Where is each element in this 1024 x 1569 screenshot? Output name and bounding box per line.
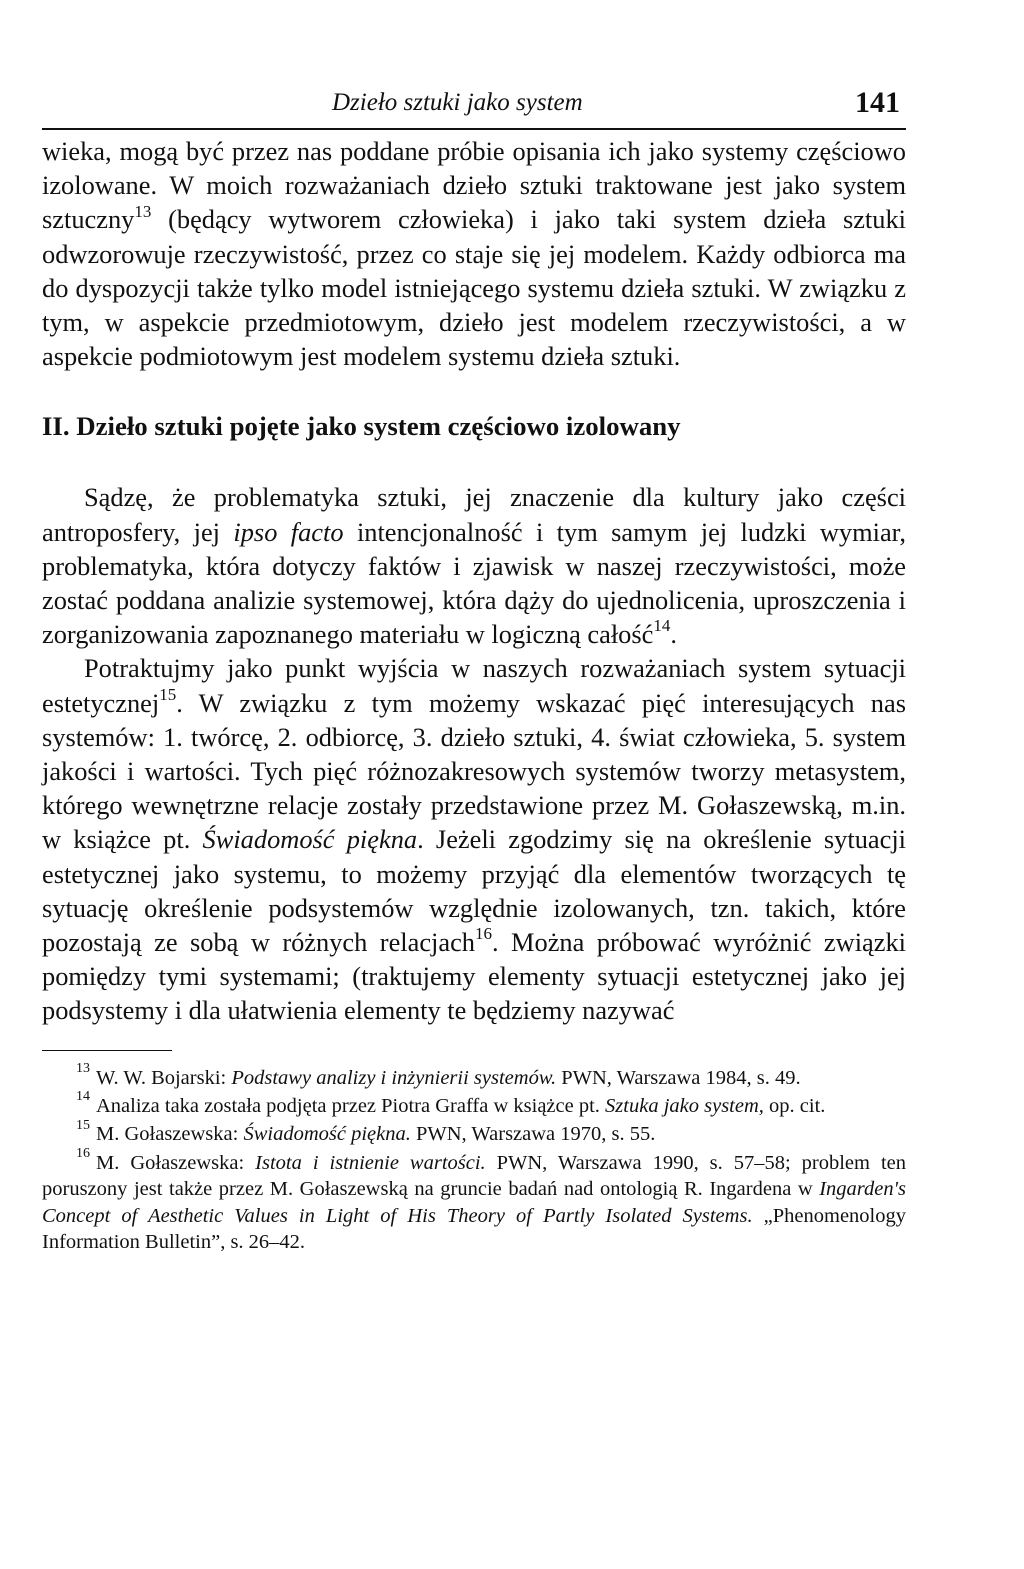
paragraph-2-text-b: intencjonalność i tym samym jej ludzki wymiar, problematyka, która dotyczy faktów i zjawisk w naszej rzeczywistości, może zostać poddana analizie systemowej, która dąży do ujednolicenia, uproszczenia i zorganizowania zapoznanego materiału w logiczną całość [42,516,907,650]
paragraph-3-text-a: Potraktujmy jako punkt wyjścia w naszych rozważaniach system sytuacji estetycznej [42,653,906,718]
footnote-rule [42,1050,172,1051]
book-page [42,88,906,1258]
footnote-ref-16: 16 [475,924,492,944]
footnote-number: 15 [76,1117,90,1133]
spacer [42,443,906,480]
footnote-italic: Świadomość piękna. [243,1123,411,1146]
paragraph-2-italic: ipso facto [233,516,344,547]
footnote-13 [42,1060,906,1091]
footnote-text: PWN, Warszawa 1990, s. 57–58; problem ten poruszony jest także przez M. Gołaszewską na gruncie badań nad ontologią R. Ingardena w [42,1151,906,1201]
paragraph-2 [42,480,906,651]
paragraph-2-text-c: . [670,619,677,650]
header-rule [42,128,906,130]
footnote-16 [42,1146,907,1256]
footnote-italic: Podstawy analizy i inżynierii systemów. [231,1066,557,1089]
body-text [42,134,906,1028]
paragraph-2-text-a: Sądzę, że problematyka sztuki, jej znaczenie dla kultury jako części antroposfery, jej [42,482,906,547]
footnote-text: W. W. Bojarski: [96,1066,232,1089]
paragraph-3-italic: Świadomość piękna [202,824,418,855]
footnote-italic: Ingarden's Concept of Aesthetic Values in Light of His Theory of Partly Isolated Systems. [42,1178,906,1227]
paragraph-3-text-b: . W związku z tym możemy wskazać pięć interesujących nas systemów: 1. twórcę, 2. odbiorcę, 3. dzieło sztuki, 4. świat człowieka, 5. system jakości i wartości. Tych pięć różnozakresowych systemów tworzy metasystem, którego wewnętrzne relacje zostały przedstawione przez M. Gołaszewską, m.in. w książce pt. [42,687,906,855]
footnote-text: M. Gołaszewska: [96,1151,256,1174]
footnote-text: op. cit. [763,1095,826,1118]
footnote-text: M. Gołaszewska: [96,1123,244,1146]
footnote-text: PWN, Warszawa 1970, s. 55. [410,1123,656,1146]
footnote-number: 16 [76,1146,90,1162]
paragraph-1-text-b: (będący wytworem człowieka) i jako taki system dzieła sztuki odwzorowuje rzeczywistość, przez co staje się jej modelem. Każdy odbiorca ma do dyspozycji także tylko model istniejącego systemu dzieła sztuki. W związku z tym, w aspekcie przedmiotowym, dzieło jest modelem rzeczywistości, a w aspekcie podmiotowym jest modelem systemu dzieła sztuki. [42,204,906,372]
footnote-15 [42,1117,906,1147]
paragraph-1 [42,134,906,373]
running-header [42,88,906,130]
footnote-ref-14: 14 [653,616,671,636]
footnotes [42,1060,907,1256]
footnote-text: „Phenomenology Information Bulletin”, s. 26–42. [42,1204,907,1254]
footnote-number: 13 [76,1060,90,1076]
paragraph-3 [42,651,906,1027]
spacer [42,373,906,409]
paragraph-1-text-a: wieka, mogą być przez nas poddane próbie opisania ich jako systemy częściowo izolowane. W moich rozważaniach dzieło sztuki traktowane jest jako system sztuczny [42,136,906,235]
paragraph-3-text-d: . Można próbować wyróżnić związki pomiędzy tymi systemami; (traktujemy elementy sytuacji estetycznej jako jej podsystemy i dla ułatwienia elementy te będziemy nazywać [42,927,906,1026]
page-number: 141 [855,86,900,119]
footnote-ref-13: 13 [134,201,152,221]
footnote-ref-15: 15 [159,684,177,704]
footnote-text: Analiza taka została podjęta przez Piotra Graffa w książce pt. [96,1095,606,1118]
footnote-italic: Sztuka jako system, [605,1095,764,1118]
footnote-number: 14 [76,1089,90,1105]
paragraph-3-text-c: . Jeżeli zgodzimy się na określenie sytuacji estetycznej jako systemu, to możemy przyjąć dla elementów tworzących tę sytuację określenie podsystemów względnie izolowanych, tzn. takich, które pozostają ze sobą w różnych relacjach [42,824,906,958]
footnote-italic: Istota i istnienie wartości. [255,1151,486,1174]
running-title: Dzieło sztuki jako system [332,89,583,116]
section-heading: II. Dzieło sztuki pojęte jako system częściowo izolowany [42,411,681,442]
footnote-text: PWN, Warszawa 1984, s. 49. [556,1066,801,1089]
footnote-14 [42,1089,906,1119]
